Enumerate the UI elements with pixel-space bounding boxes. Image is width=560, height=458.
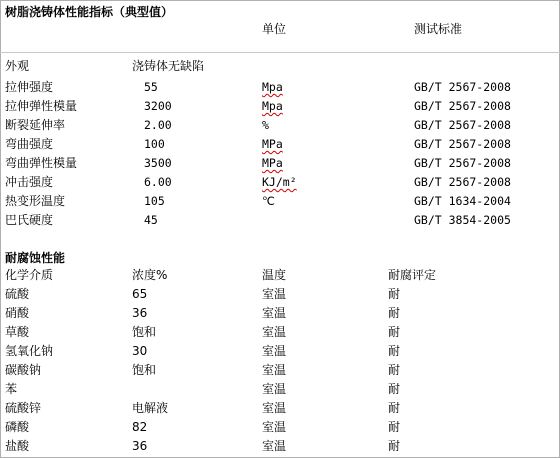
property-name: 冲击强度 — [5, 175, 54, 189]
property-name: 弯曲强度 — [5, 137, 54, 151]
temperature-cell: 室温 — [262, 363, 287, 377]
temperature-cell: 室温 — [262, 344, 287, 358]
property-value: 2.00 — [144, 118, 172, 132]
corrosion-row — [0, 380, 560, 399]
concentration-cell: 36 — [132, 439, 148, 453]
property-row — [0, 192, 560, 211]
rating-cell: 耐 — [388, 344, 401, 358]
concentration-cell: 36 — [132, 306, 148, 320]
concentration-cell: 65 — [132, 287, 148, 301]
temperature-cell: 室温 — [262, 287, 287, 301]
temperature-cell: 室温 — [262, 401, 287, 415]
temperature-column-header: 温度 — [262, 268, 287, 282]
corrosion-section-title: 耐腐蚀性能 — [5, 251, 66, 265]
corrosion-row — [0, 437, 560, 456]
property-value: 105 — [144, 194, 165, 208]
rating-column-header: 耐腐评定 — [388, 268, 437, 282]
corrosion-row — [0, 399, 560, 418]
property-row — [0, 173, 560, 192]
standard-column-header: 测试标准 — [414, 22, 463, 36]
medium-cell: 硝酸 — [5, 306, 30, 320]
rating-cell: 耐 — [388, 439, 401, 453]
rating-cell: 耐 — [388, 363, 401, 377]
temperature-cell: 室温 — [262, 439, 287, 453]
property-name: 弯曲弹性模量 — [5, 156, 78, 170]
rating-cell: 耐 — [388, 382, 401, 396]
concentration-cell: 饱和 — [132, 325, 157, 339]
property-standard: GB/T 2567-2008 — [414, 99, 511, 113]
property-standard: GB/T 1634-2004 — [414, 194, 511, 208]
concentration-cell: 30 — [132, 344, 148, 358]
medium-cell: 盐酸 — [5, 439, 30, 453]
property-name: 巴氏硬度 — [5, 213, 54, 227]
property-value: 45 — [144, 213, 158, 227]
property-value: 55 — [144, 80, 158, 94]
rating-cell: 耐 — [388, 420, 401, 434]
temperature-cell: 室温 — [262, 382, 287, 396]
property-standard: GB/T 2567-2008 — [414, 80, 511, 94]
property-unit: Mpa — [262, 99, 283, 113]
property-standard: GB/T 2567-2008 — [414, 175, 511, 189]
corrosion-row — [0, 361, 560, 380]
property-standard: GB/T 2567-2008 — [414, 156, 511, 170]
property-value: 3500 — [144, 156, 172, 170]
corrosion-row — [0, 418, 560, 437]
rating-cell: 耐 — [388, 401, 401, 415]
concentration-cell: 电解液 — [132, 401, 169, 415]
corrosion-row — [0, 285, 560, 304]
property-unit: KJ/m² — [262, 175, 297, 189]
concentration-cell: 82 — [132, 420, 148, 434]
property-name: 拉伸弹性模量 — [5, 99, 78, 113]
appearance-row — [0, 57, 560, 76]
unit-column-header: 单位 — [262, 22, 287, 36]
appearance-value: 浇铸体无缺陷 — [132, 59, 205, 73]
property-unit: Mpa — [262, 80, 283, 94]
property-standard: GB/T 2567-2008 — [414, 137, 511, 151]
concentration-column-header: 浓度% — [132, 268, 168, 282]
medium-cell: 碳酸钠 — [5, 363, 42, 377]
property-unit: MPa — [262, 137, 283, 151]
rating-cell: 耐 — [388, 306, 401, 320]
corrosion-row — [0, 342, 560, 361]
header-divider — [0, 52, 560, 53]
concentration-cell: 饱和 — [132, 363, 157, 377]
corrosion-header-row — [0, 266, 560, 285]
property-unit: MPa — [262, 156, 283, 170]
property-row — [0, 97, 560, 116]
temperature-cell: 室温 — [262, 325, 287, 339]
property-unit: ℃ — [262, 194, 275, 208]
medium-cell: 磷酸 — [5, 420, 30, 434]
property-row — [0, 78, 560, 97]
property-row — [0, 211, 560, 230]
property-row — [0, 154, 560, 173]
property-standard: GB/T 2567-2008 — [414, 118, 511, 132]
medium-cell: 硫酸 — [5, 287, 30, 301]
property-row — [0, 116, 560, 135]
corrosion-row — [0, 323, 560, 342]
property-name: 热变形温度 — [5, 194, 66, 208]
property-name: 拉伸强度 — [5, 80, 54, 94]
medium-cell: 氢氧化钠 — [5, 344, 54, 358]
property-row — [0, 135, 560, 154]
appearance-label: 外观 — [5, 59, 30, 73]
rating-cell: 耐 — [388, 287, 401, 301]
property-unit: % — [262, 118, 269, 132]
temperature-cell: 室温 — [262, 420, 287, 434]
medium-cell: 草酸 — [5, 325, 30, 339]
corrosion-row — [0, 304, 560, 323]
document-title: 树脂浇铸体性能指标（典型值） — [5, 5, 174, 19]
temperature-cell: 室温 — [262, 306, 287, 320]
property-standard: GB/T 3854-2005 — [414, 213, 511, 227]
property-value: 6.00 — [144, 175, 172, 189]
medium-cell: 硫酸锌 — [5, 401, 42, 415]
property-value: 3200 — [144, 99, 172, 113]
rating-cell: 耐 — [388, 325, 401, 339]
property-name: 断裂延伸率 — [5, 118, 66, 132]
medium-cell: 苯 — [5, 382, 18, 396]
property-value: 100 — [144, 137, 165, 151]
medium-column-header: 化学介质 — [5, 268, 54, 282]
